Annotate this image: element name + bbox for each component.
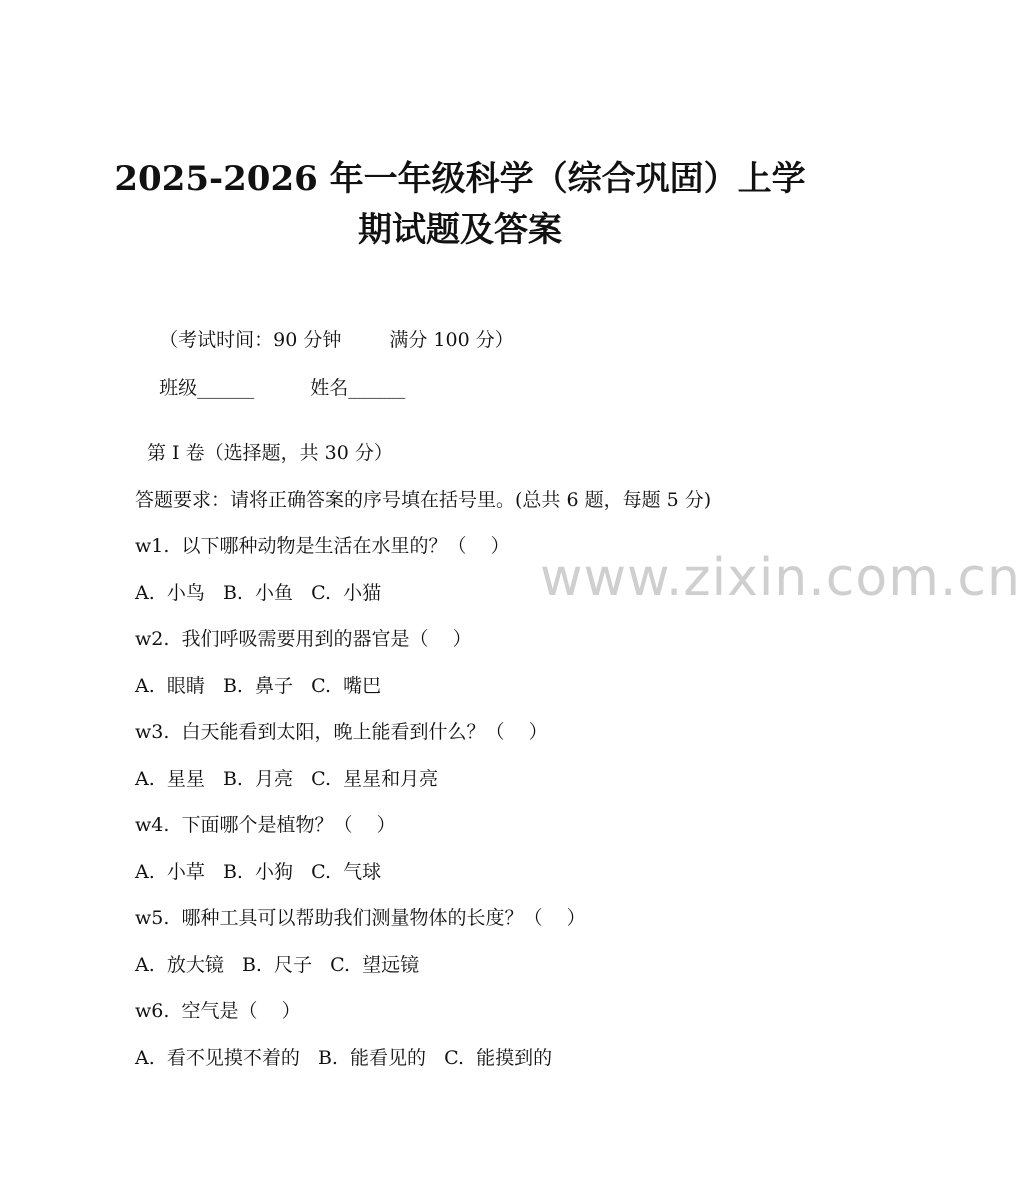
question-stem: w2. 我们呼吸需要用到的器官是（ ） (135, 628, 472, 650)
question-options: A. 放大镜 B. 尺子 C. 望远镜 (135, 954, 420, 976)
class-field: 班级______ (159, 377, 255, 399)
section-title: 第 I 卷（选择题，共 30 分） (147, 442, 393, 464)
student-info (135, 349, 405, 427)
document-title-line-1: 2025-2026 年一年级科学（综合巩固）上学 (114, 159, 806, 199)
question-stem: w3. 白天能看到太阳，晚上能看到什么？（ ） (135, 721, 548, 743)
question-options: A. 小鸟 B. 小鱼 C. 小猫 (135, 582, 382, 604)
question-stem: w1. 以下哪种动物是生活在水里的？（ ） (135, 535, 510, 557)
question-options: A. 小草 B. 小狗 C. 气球 (135, 861, 382, 883)
exam-score: 满分 100 分） (389, 329, 514, 351)
question-stem: w4. 下面哪个是植物？（ ） (135, 814, 396, 836)
question-stem: w5. 哪种工具可以帮助我们测量物体的长度？（ ） (135, 907, 586, 929)
question-options: A. 星星 B. 月亮 C. 星星和月亮 (135, 768, 439, 790)
question-stem: w6. 空气是（ ） (135, 1000, 301, 1022)
section-requirement: 答题要求：请将正确答案的序号填在括号里。(总共 6 题，每题 5 分) (135, 489, 712, 511)
question-options: A. 眼睛 B. 鼻子 C. 嘴巴 (135, 675, 382, 697)
watermark: www.zixin.com.cn (540, 548, 1021, 608)
exam-time: （考试时间：90 分钟 (159, 329, 342, 351)
document-title-line-2: 期试题及答案 (358, 210, 562, 250)
name-field: 姓名______ (310, 377, 406, 399)
question-options: A. 看不见摸不着的 B. 能看见的 C. 能摸到的 (135, 1047, 553, 1069)
